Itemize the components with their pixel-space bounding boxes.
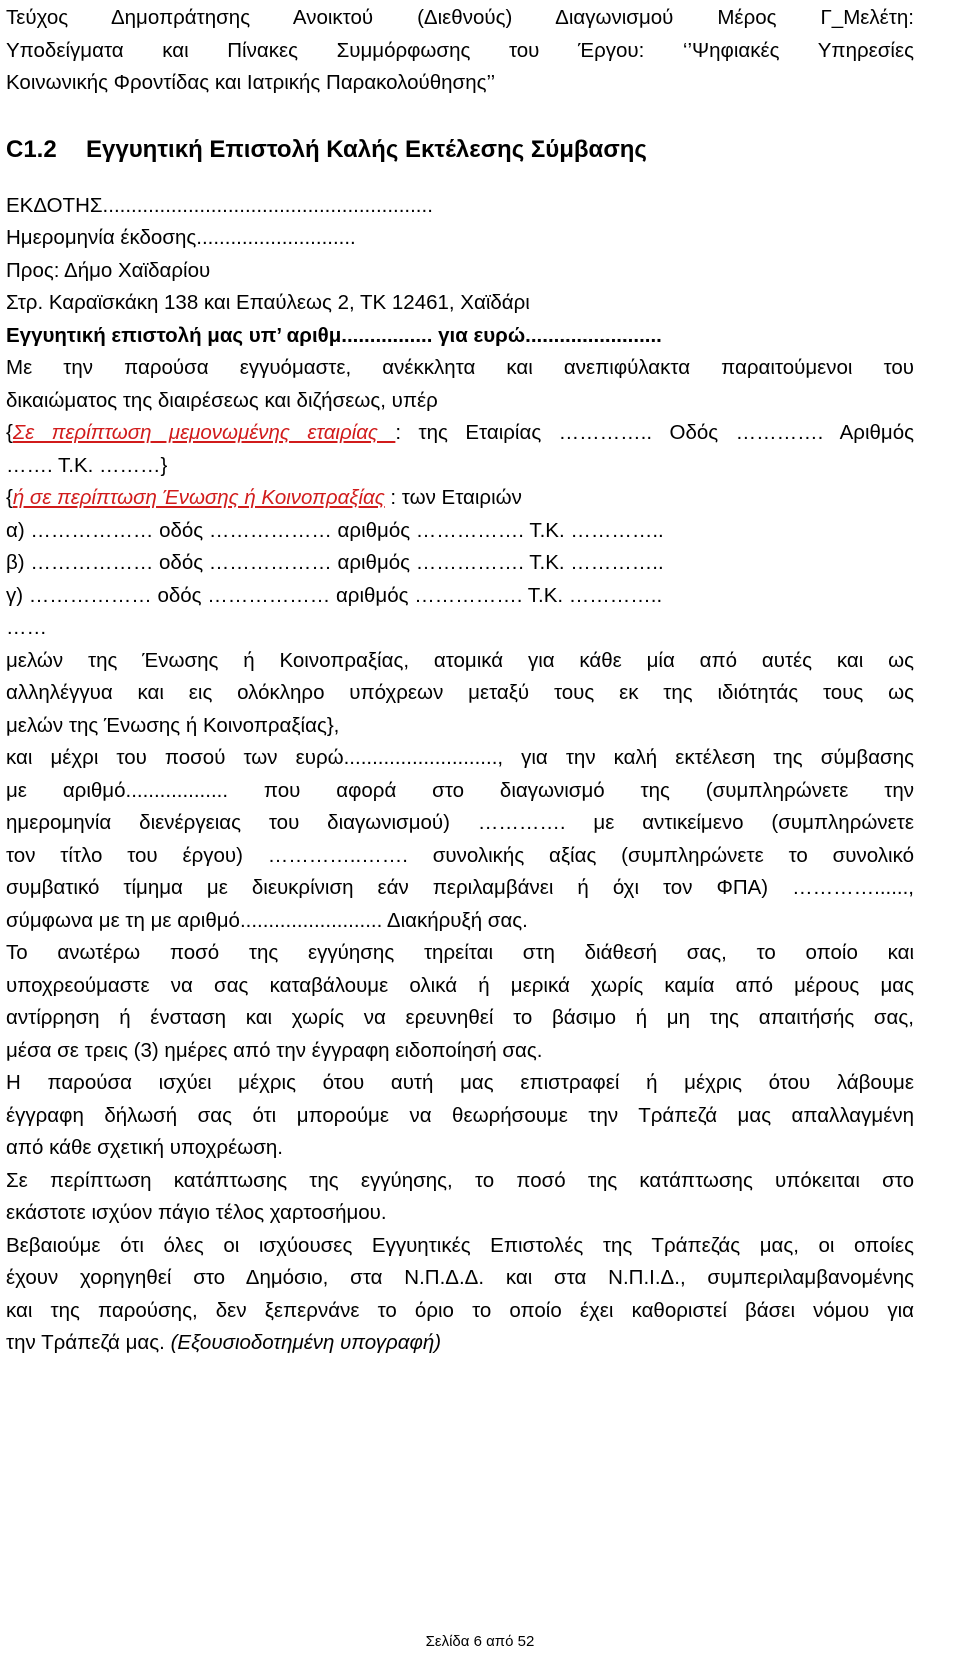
union-highlight: ή σε περίπτωση Ένωσης ή Κοινοπραξίας <box>12 486 385 509</box>
body-line: αλληλέγγυα και εις ολόκληρο υπόχρεων μεταξύ τους εκ της ιδιότητάς τους ως <box>6 681 914 704</box>
body-line: μελών της Ένωσης ή Κοινοπραξίας}, <box>6 713 340 737</box>
signature-line <box>6 1327 914 1360</box>
body-line: συμβατικό τίμημα με διευκρίνιση εάν περιλαμβάνει ή όχι τον ΦΠΑ) …………......, <box>6 876 914 899</box>
body-line: από κάθε σχετική υποχρέωση. <box>6 1136 283 1159</box>
body-line: Το ανωτέρω ποσό της εγγύησης τηρείται στη διάθεσή σας, το οποίο και <box>6 941 914 964</box>
single-company-highlight: Σε περίπτωση μεμονωμένης εταιρίας <box>12 421 396 444</box>
union-line <box>6 482 914 515</box>
body-line: …… <box>6 616 47 639</box>
document-page <box>6 0 914 1360</box>
header-line: Τεύχος Δημοπράτησης Ανοικτού (Διεθνούς) Διαγωνισμού Μέρος Γ_Μελέτη: <box>6 6 914 29</box>
body-line: με αριθμό.................. που αφορά στο διαγωνισμό της (συμπληρώνετε την <box>6 778 914 802</box>
body-line: μελών της Ένωσης ή Κοινοπραξίας, ατομικά για κάθε μία από αυτές και ως <box>6 648 914 672</box>
recipient-address: Στρ. Καραϊσκάκη 138 και Επαύλεως 2, ΤΚ 12461, Χαϊδάρι <box>6 291 530 314</box>
body-line: Βεβαιούμε ότι όλες οι ισχύουσες Εγγυητικές Επιστολές της Τράπεζάς μας, οι οποίες <box>6 1233 914 1257</box>
body-line: υποχρεούμαστε να σας καταβάλουμε ολικά ή μερικά χωρίς καμία από μέρους μας <box>6 973 914 997</box>
member-line: γ) ……………… οδός ……………… αριθμός ……………. Τ.Κ. ………….. <box>6 583 663 607</box>
body-line: Σε περίπτωση κατάπτωσης της εγγύησης, το ποσό της κατάπτωσης υπόκειται στο <box>6 1168 914 1192</box>
single-company-line <box>6 417 914 450</box>
body-text: την Τράπεζά μας. <box>6 1331 165 1354</box>
header-line: Υποδείγματα και Πίνακες Συμμόρφωσης του Έργου: ‘’Ψηφιακές Υπηρεσίες <box>6 38 914 62</box>
body-line: μέσα σε τρεις (3) ημέρες από την έγγραφη ειδοποίησή σας. <box>6 1038 543 1062</box>
body-line: έχουν χορηγηθεί στο Δημόσιο, στα Ν.Π.Δ.Δ. και στα Ν.Π.Ι.Δ., συμπεριλαμβανομένης <box>6 1266 914 1289</box>
page-number: Σελίδα 6 από 52 <box>425 1633 535 1650</box>
brace-open: { <box>6 421 13 444</box>
body-line: και της παρούσης, δεν ξεπερνάνε το όριο το οποίο έχει καθοριστεί βάσει νόμου για <box>6 1298 914 1322</box>
body-line: αντίρρηση ή ένσταση και χωρίς να ερευνηθεί το βάσιμο ή μη της απαιτήσής σας, <box>6 1006 914 1029</box>
single-company-text: : της Εταιρίας ………….. Οδός …………. Αριθμός <box>395 421 914 444</box>
body-line: εκάστοτε ισχύον πάγιο τέλος χαρτοσήμου. <box>6 1201 387 1224</box>
body-line: τον τίτλο του έργου) …………..……. συνολικής αξίας (συμπληρώνετε το συνολικό <box>6 843 914 867</box>
body-line: ……. Τ.Κ. ………} <box>6 453 168 477</box>
union-text: : των Εταιριών <box>384 486 522 509</box>
body-line: Η παρούσα ισχύει μέχρις ότου αυτή μας επιστραφεί ή μέχρις ότου λάβουμε <box>6 1071 914 1094</box>
letter-reference: Εγγυητική επιστολή μας υπ’ αριθμ................ για ευρώ........................ <box>6 323 662 347</box>
section-heading <box>6 132 914 168</box>
member-line: β) ……………… οδός ……………… αριθμός ……………. Τ.Κ. ………….. <box>6 551 664 574</box>
member-line: α) ……………… οδός ……………… αριθμός ……………. Τ.Κ. ………….. <box>6 518 664 542</box>
body-line: δικαιώματος της διαιρέσεως και διζήσεως, υπέρ <box>6 388 438 412</box>
issuer-block <box>6 190 914 353</box>
section-number: C1.2 <box>6 135 57 163</box>
recipient-line: Προς: Δήμο Χαϊδαρίου <box>6 258 211 282</box>
issue-date-line: Ημερομηνία έκδοσης............................ <box>6 226 356 249</box>
issuer-line: ΕΚΔΟΤΗΣ.......................................................... <box>6 193 433 217</box>
letter-body <box>6 352 914 1360</box>
header-line: Κοινωνικής Φροντίδας και Ιατρικής Παρακολούθησης’’ <box>6 71 496 94</box>
body-line: Με την παρούσα εγγυόμαστε, ανέκκλητα και ανεπιφύλακτα παραιτούμενοι του <box>6 356 914 379</box>
body-line: έγγραφη δήλωσή σας ότι μπορούμε να θεωρήσουμε την Τράπεζά μας απαλλαγμένη <box>6 1103 914 1127</box>
document-header <box>6 2 914 100</box>
body-line: σύμφωνα με τη με αριθμό......................... Διακήρυξή σας. <box>6 908 528 932</box>
section-title: Εγγυητική Επιστολή Καλής Εκτέλεσης Σύμβασης <box>86 135 647 163</box>
authorized-signature: (Εξουσιοδοτημένη υπογραφή) <box>170 1331 442 1354</box>
brace-open: { <box>6 486 13 509</box>
body-line: ημερομηνία διενέργειας του διαγωνισμού) …………. με αντικείμενο (συμπληρώνετε <box>6 811 914 834</box>
body-line: και μέχρι του ποσού των ευρώ..........................., για την καλή εκτέλεση της σύμβασης <box>6 746 914 769</box>
